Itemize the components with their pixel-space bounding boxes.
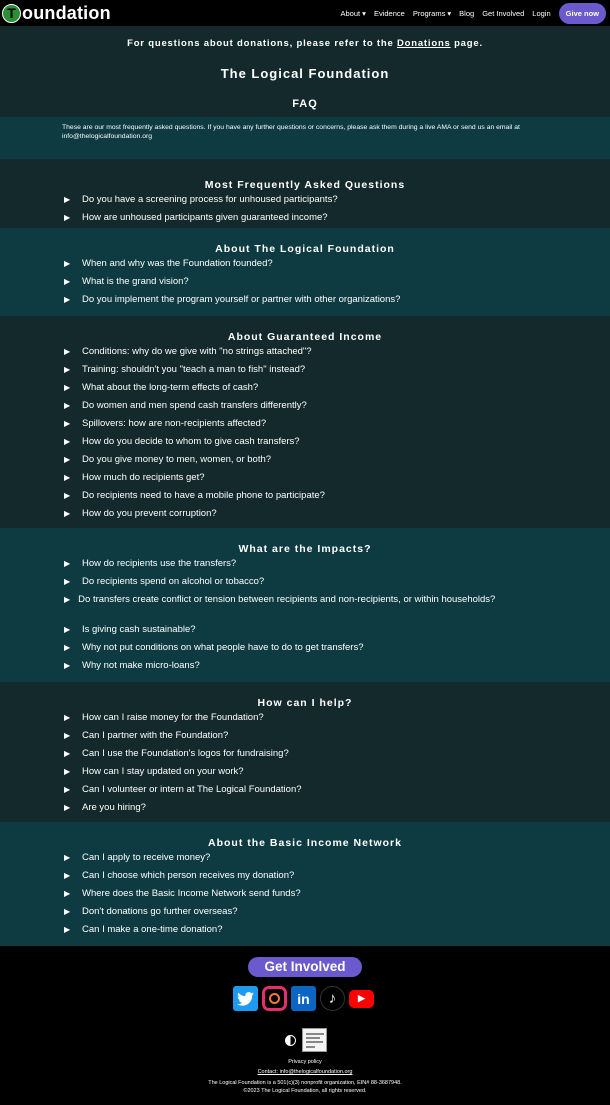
faq-section-most-frequent <box>0 174 610 228</box>
triangle-right-icon: ▶ <box>64 785 71 794</box>
triangle-right-icon: ▶ <box>64 625 71 634</box>
footer-badges <box>285 1028 327 1052</box>
page-header <box>0 26 610 117</box>
yin-yang-icon <box>285 1035 296 1046</box>
faq-question[interactable]: ▶ How much do recipients get? <box>64 472 205 483</box>
faq-question[interactable]: ▶ Do you implement the program yourself or partner with other organizations? <box>64 294 401 305</box>
faq-question[interactable]: ▶ Can I apply to receive money? <box>64 852 211 863</box>
faq-section-about-foundation <box>0 228 610 316</box>
nav-evidence[interactable]: Evidence <box>373 8 405 18</box>
triangle-right-icon: ▶ <box>64 713 71 722</box>
triangle-right-icon: ▶ <box>64 195 71 204</box>
triangle-right-icon: ▶ <box>64 365 71 374</box>
faq-question[interactable]: ▶ How do recipients use the transfers? <box>64 558 237 569</box>
faq-question[interactable]: ▶ Are you hiring? <box>64 802 146 813</box>
faq-question[interactable]: ▶ Spillovers: how are non-recipients affected? <box>64 418 267 429</box>
faq-question[interactable]: ▶ Can I use the Foundation's logos for fundraising? <box>64 748 289 759</box>
donation-note: For questions about donations, please refer to the Donations page. <box>127 38 483 49</box>
triangle-right-icon: ▶ <box>64 295 71 304</box>
faq-question[interactable]: ▶ Do you have a screening process for unhoused participants? <box>64 194 338 205</box>
triangle-right-icon: ▶ <box>64 749 71 758</box>
triangle-right-icon: ▶ <box>64 419 71 428</box>
nav-get-involved[interactable]: Get Involved <box>482 8 525 18</box>
section-title: About The Logical Foundation <box>215 243 395 255</box>
spacer <box>0 159 610 174</box>
logo-mark-icon: T <box>2 4 21 23</box>
logo-text: oundation <box>22 2 111 23</box>
faq-question[interactable]: ▶ Do recipients spend on alcohol or tobacco? <box>64 576 265 587</box>
triangle-right-icon: ▶ <box>64 731 71 740</box>
faq-section-basic-income-network <box>0 822 610 946</box>
faq-question[interactable]: ▶ Why not put conditions on what people have to do to get transfers? <box>64 642 364 653</box>
triangle-right-icon: ▶ <box>64 803 71 812</box>
section-title: How can I help? <box>257 697 353 709</box>
faq-section-help <box>0 682 610 822</box>
contact-email-link[interactable]: info@thelogicalfoundation.org <box>279 1069 353 1075</box>
transparency-seal[interactable] <box>302 1028 327 1052</box>
faq-intro: These are our most frequently asked questions. If you have any further questions or concerns, please ask them during a live AMA or send us an email at info@thelogicalfoundation.org <box>0 117 610 159</box>
page-title: The Logical Foundation <box>220 66 390 81</box>
faq-question[interactable]: ▶ Do you give money to men, women, or both? <box>64 454 272 465</box>
donations-link[interactable]: Donations <box>396 38 451 49</box>
faq-question[interactable]: ▶ Conditions: why do we give with "no strings attached"? <box>64 346 312 357</box>
top-navbar <box>0 0 610 26</box>
triangle-right-icon: ▶ <box>64 213 71 222</box>
instagram-icon[interactable] <box>262 986 287 1011</box>
faq-question[interactable]: ▶ Do recipients need to have a mobile phone to participate? <box>64 490 325 501</box>
faq-question[interactable]: ▶ Do transfers create conflict or tension between recipients and non-recipients, or within households? <box>64 594 496 605</box>
triangle-right-icon: ▶ <box>64 401 71 410</box>
nav-about[interactable]: About ▾ <box>340 8 366 18</box>
section-title: About the Basic Income Network <box>208 837 402 849</box>
linkedin-icon[interactable]: in <box>291 986 316 1011</box>
faq-question[interactable]: ▶ How are unhoused participants given guaranteed income? <box>64 212 328 223</box>
faq-question[interactable]: ▶ How do you decide to whom to give cash transfers? <box>64 436 300 447</box>
triangle-right-icon: ▶ <box>64 889 71 898</box>
faq-question[interactable]: ▶ How do you prevent corruption? <box>64 508 217 519</box>
triangle-right-icon: ▶ <box>64 509 71 518</box>
faq-question[interactable]: ▶ Can I volunteer or intern at The Logical Foundation? <box>64 784 302 795</box>
faq-question[interactable]: ▶ Is giving cash sustainable? <box>64 624 196 635</box>
nav-links <box>333 3 607 24</box>
triangle-right-icon: ▶ <box>64 577 71 586</box>
faq-question[interactable]: ▶ Can I choose which person receives my donation? <box>64 870 295 881</box>
faq-question[interactable]: ▶ Training: shouldn't you "teach a man to fish" instead? <box>64 364 306 375</box>
get-involved-button[interactable]: Get Involved <box>248 957 362 977</box>
faq-section-guaranteed-income <box>0 316 610 528</box>
site-footer <box>0 946 610 1105</box>
triangle-right-icon: ▶ <box>64 491 71 500</box>
nav-blog[interactable]: Blog <box>459 8 475 18</box>
faq-section-impacts <box>0 528 610 682</box>
triangle-right-icon: ▶ <box>64 595 71 604</box>
triangle-right-icon: ▶ <box>64 259 71 268</box>
faq-question[interactable]: ▶ Why not make micro-loans? <box>64 660 200 671</box>
triangle-right-icon: ▶ <box>64 347 71 356</box>
faq-question[interactable]: ▶ How can I stay updated on your work? <box>64 766 244 777</box>
legal-text: The Logical Foundation is a 501(c)(3) nonprofit organization, EIN# 88-3687948. <box>208 1080 402 1086</box>
triangle-right-icon: ▶ <box>64 767 71 776</box>
triangle-right-icon: ▶ <box>64 455 71 464</box>
triangle-right-icon: ▶ <box>64 559 71 568</box>
site-logo[interactable] <box>2 3 111 24</box>
triangle-right-icon: ▶ <box>64 925 71 934</box>
triangle-right-icon: ▶ <box>64 437 71 446</box>
faq-question[interactable]: ▶ Don't donations go further overseas? <box>64 906 238 917</box>
nav-programs[interactable]: Programs ▾ <box>412 8 452 18</box>
faq-question[interactable]: ▶ What is the grand vision? <box>64 276 189 287</box>
nav-login[interactable]: Login <box>532 8 551 18</box>
triangle-right-icon: ▶ <box>64 661 71 670</box>
triangle-right-icon: ▶ <box>64 473 71 482</box>
faq-question[interactable]: ▶ What about the long-term effects of cash? <box>64 382 259 393</box>
contact-line: Contact: info@thelogicalfoundation.org <box>257 1069 353 1075</box>
faq-heading: FAQ <box>292 98 318 110</box>
social-links <box>233 986 378 1011</box>
triangle-right-icon: ▶ <box>64 383 71 392</box>
give-now-button[interactable]: Give now <box>559 3 606 24</box>
faq-question[interactable]: ▶ Can I partner with the Foundation? <box>64 730 229 741</box>
triangle-right-icon: ▶ <box>64 643 71 652</box>
copyright-text: ©2023 The Logical Foundation, all rights reserved. <box>243 1088 367 1094</box>
tiktok-icon[interactable]: ♪ <box>320 986 345 1011</box>
triangle-right-icon: ▶ <box>64 907 71 916</box>
section-title: What are the Impacts? <box>238 543 372 555</box>
faq-question[interactable]: ▶ When and why was the Foundation founded? <box>64 258 273 269</box>
triangle-right-icon: ▶ <box>64 277 71 286</box>
twitter-icon[interactable] <box>233 986 258 1011</box>
youtube-icon[interactable]: ▶ <box>349 990 374 1008</box>
triangle-right-icon: ▶ <box>64 871 71 880</box>
triangle-right-icon: ▶ <box>64 853 71 862</box>
privacy-policy-link[interactable]: Privacy policy <box>288 1059 322 1065</box>
faq-question[interactable]: ▶ Where does the Basic Income Network send funds? <box>64 888 301 899</box>
faq-question[interactable]: ▶ Do women and men spend cash transfers differently? <box>64 400 307 411</box>
faq-question[interactable]: ▶ How can I raise money for the Foundation? <box>64 712 264 723</box>
section-title: Most Frequently Asked Questions <box>204 179 406 191</box>
faq-question[interactable]: ▶ Can I make a one-time donation? <box>64 924 223 935</box>
section-title: About Guaranteed Income <box>227 331 383 343</box>
